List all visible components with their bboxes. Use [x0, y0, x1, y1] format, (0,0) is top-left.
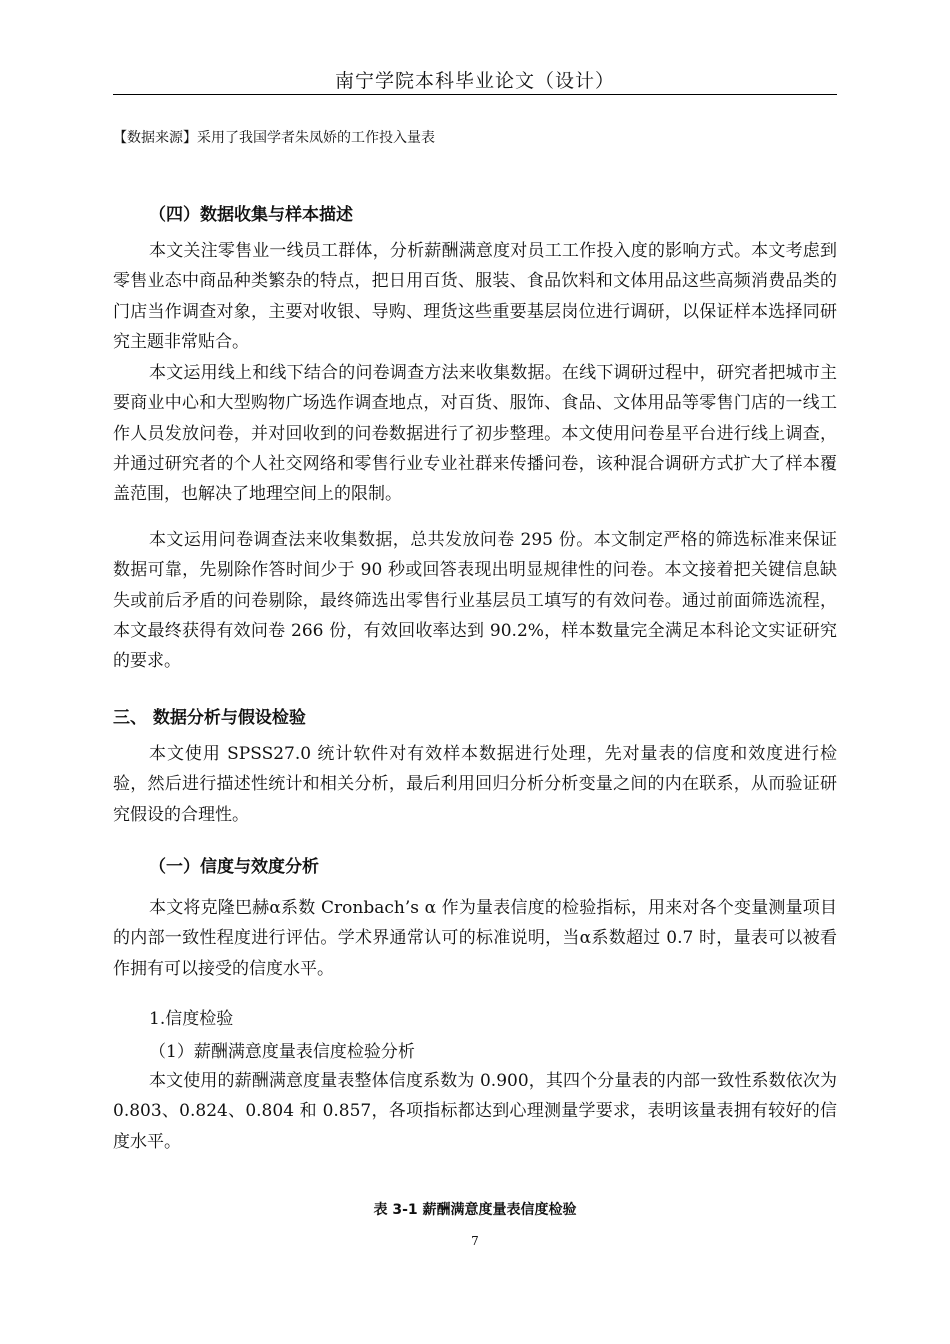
section-heading-reliability-validity: （一）信度与效度分析: [149, 857, 319, 877]
chapter-heading-data-analysis: 三、 数据分析与假设检验: [113, 708, 306, 728]
subheading-reliability-test: 1.信度检验: [149, 1009, 234, 1029]
paragraph-analysis-overview: 本文使用 SPSS27.0 统计软件对有效样本数据进行处理，先对量表的信度和效度进行检验，然后进行描述性统计和相关分析，最后利用回归分析分析变量之间的内在联系，从而验证研究假设的合理性。: [113, 744, 837, 825]
paragraph-survey-method: 本文运用线上和线下结合的问卷调查方法来收集数据。在线下调研过程中，研究者把城市主要商业中心和大型购物广场选作调查地点，对百货、服饰、食品、文体用品等零售门店的一线工作人员发放问卷，并对回收到的问卷数据进行了初步整理。本文使用问卷星平台进行线上调查，并通过研究者的个人社交网络和零售行业专业社群来传播问卷，该种混合调研方式扩大了样本覆盖范围，也解决了地理空间上的限制。: [113, 363, 837, 505]
paragraph-cronbach-alpha: 本文将克隆巴赫α系数 Cronbach’s α 作为量表信度的检验指标，用来对各个变量测量项目的内部一致性程度进行评估。学术界通常认可的标准说明，当α系数超过 0.7 时，量表可以被看作拥有可以接受的信度水平。: [113, 898, 837, 979]
paragraph-research-object: 本文关注零售业一线员工群体，分析薪酬满意度对员工工作投入度的影响方式。本文考虑到零售业态中商品种类繁杂的特点，把日用百货、服装、食品饮料和文体用品这些高频消费品类的门店当作调查对象，主要对收银、导购、理货这些重要基层岗位进行调研，以保证样本选择同研究主题非常贴合。: [113, 241, 837, 352]
running-header: 南宁学院本科毕业论文（设计）: [334, 70, 615, 92]
page-number: 7: [471, 1234, 479, 1248]
paragraph-sample-screening: 本文运用问卷调查法来收集数据，总共发放问卷 295 份。本文制定严格的筛选标准来保证数据可靠，先剔除作答时间少于 90 秒或回答表现出明显规律性的问卷。本文接着把关键信息缺失或前后矛盾的问卷剔除，最终筛选出零售行业基层员工填写的有效问卷。通过前面筛选流程，本文最终获得有效问卷 266 份，有效回收率达到 90.2%，样本数量完全满足本科论文实证研究的要求。: [113, 530, 837, 672]
table-caption: 表 3-1 薪酬满意度量表信度检验: [373, 1202, 577, 1218]
subheading-salary-scale-reliability: （1）薪酬满意度量表信度检验分析: [149, 1042, 415, 1062]
header-rule: [113, 94, 837, 95]
paragraph-salary-scale-coefficients: 本文使用的薪酬满意度量表整体信度系数为 0.900，其四个分量表的内部一致性系数依次为 0.803、0.824、0.804 和 0.857，各项指标都达到心理测量学要求，表明该量表拥有较好的信度水平。: [113, 1071, 837, 1152]
section-heading-data-collection: （四）数据收集与样本描述: [149, 205, 353, 225]
data-source-note: 【数据来源】采用了我国学者朱凤娇的工作投入量表: [113, 130, 435, 146]
